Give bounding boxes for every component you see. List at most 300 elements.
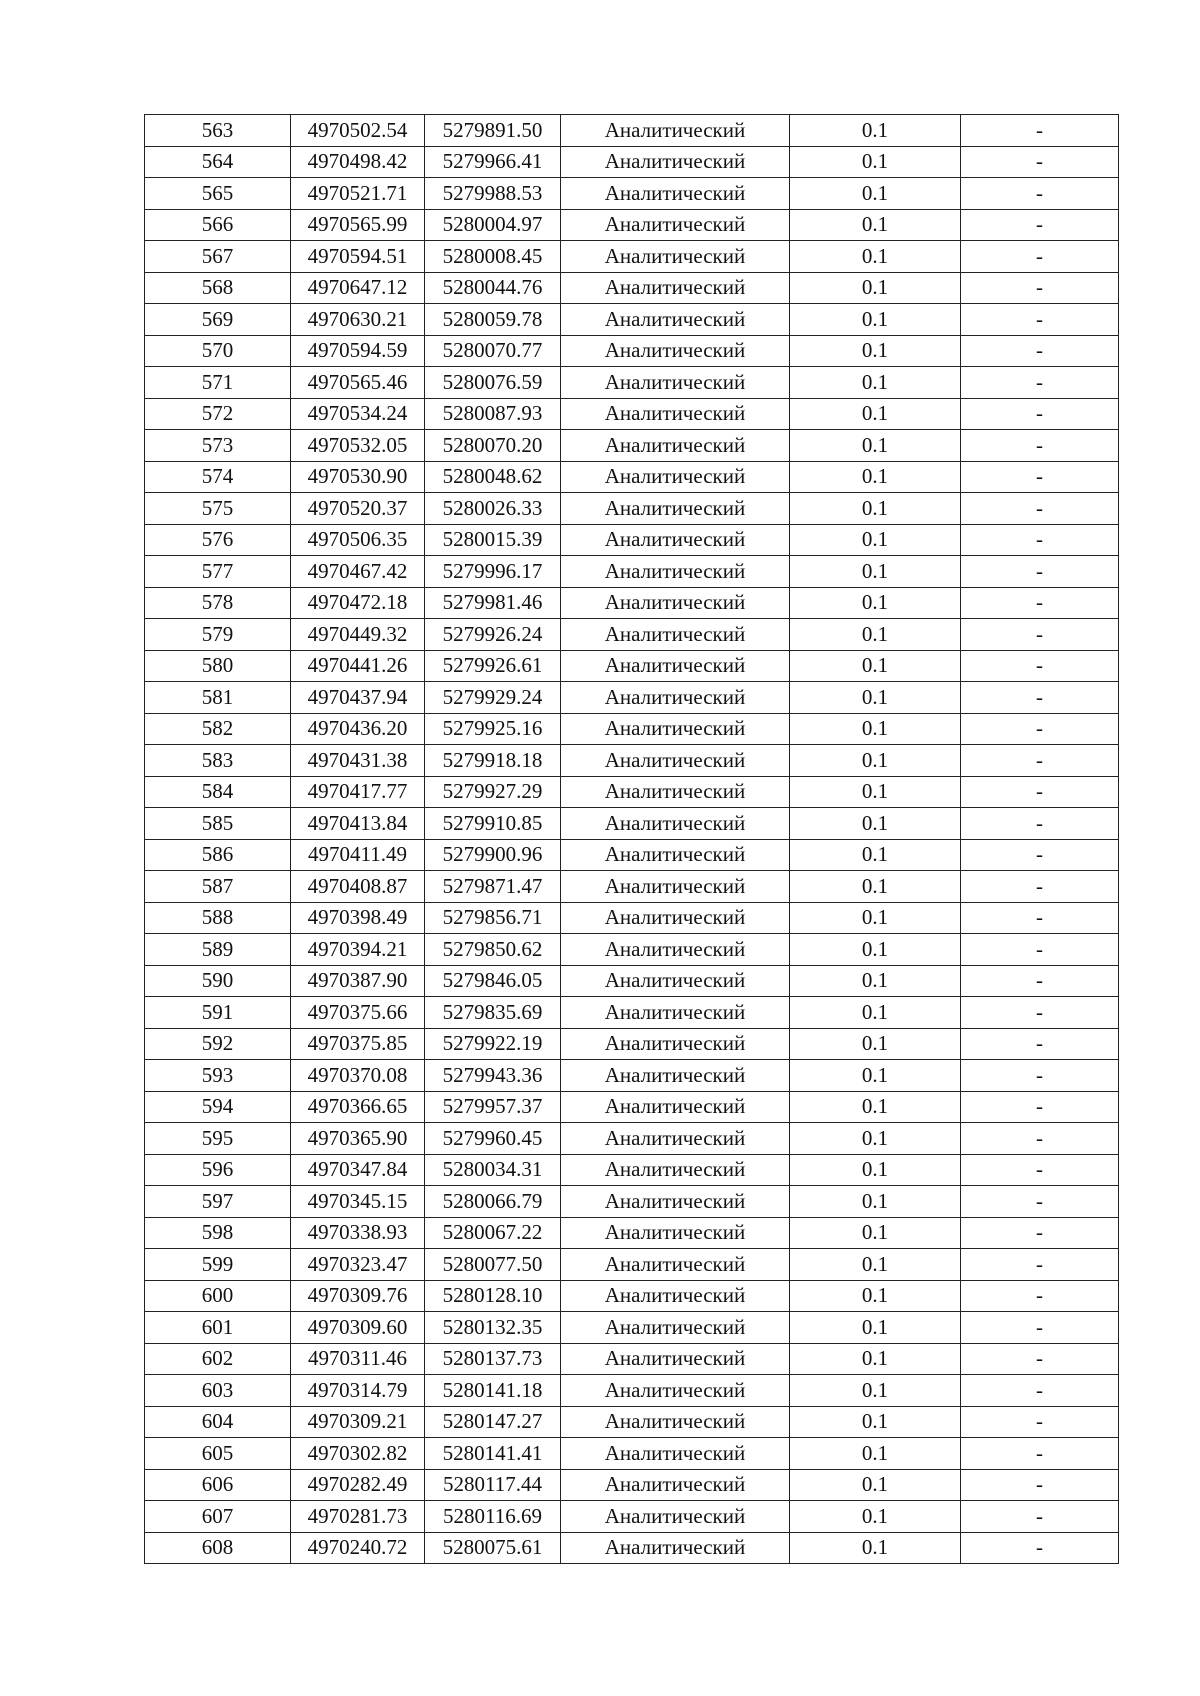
note-cell: -: [961, 1060, 1119, 1092]
accuracy-cell: 0.1: [790, 367, 961, 399]
y-coordinate-cell: 5279926.24: [425, 619, 561, 651]
point-number-cell: 603: [145, 1375, 291, 1407]
accuracy-cell: 0.1: [790, 430, 961, 462]
accuracy-cell: 0.1: [790, 493, 961, 525]
table-row: [145, 1438, 1119, 1470]
x-coordinate-cell: 4970370.08: [291, 1060, 425, 1092]
point-number-cell: 582: [145, 713, 291, 745]
x-coordinate-cell: 4970282.49: [291, 1469, 425, 1501]
accuracy-cell: 0.1: [790, 587, 961, 619]
table-row: [145, 1312, 1119, 1344]
point-number-cell: 584: [145, 776, 291, 808]
x-coordinate-cell: 4970365.90: [291, 1123, 425, 1155]
accuracy-cell: 0.1: [790, 713, 961, 745]
accuracy-cell: 0.1: [790, 997, 961, 1029]
y-coordinate-cell: 5280026.33: [425, 493, 561, 525]
table-row: [145, 524, 1119, 556]
x-coordinate-cell: 4970530.90: [291, 461, 425, 493]
document-page: [144, 114, 1118, 1564]
accuracy-cell: 0.1: [790, 1154, 961, 1186]
y-coordinate-cell: 5280116.69: [425, 1501, 561, 1533]
point-number-cell: 564: [145, 146, 291, 178]
method-cell: Аналитический: [561, 430, 790, 462]
method-cell: Аналитический: [561, 398, 790, 430]
point-number-cell: 565: [145, 178, 291, 210]
method-cell: Аналитический: [561, 1375, 790, 1407]
table-row: [145, 1091, 1119, 1123]
x-coordinate-cell: 4970411.49: [291, 839, 425, 871]
accuracy-cell: 0.1: [790, 304, 961, 336]
note-cell: -: [961, 902, 1119, 934]
y-coordinate-cell: 5279918.18: [425, 745, 561, 777]
accuracy-cell: 0.1: [790, 1217, 961, 1249]
accuracy-cell: 0.1: [790, 1501, 961, 1533]
point-number-cell: 579: [145, 619, 291, 651]
y-coordinate-cell: 5280059.78: [425, 304, 561, 336]
y-coordinate-cell: 5280077.50: [425, 1249, 561, 1281]
y-coordinate-cell: 5280137.73: [425, 1343, 561, 1375]
point-number-cell: 578: [145, 587, 291, 619]
x-coordinate-cell: 4970338.93: [291, 1217, 425, 1249]
y-coordinate-cell: 5279943.36: [425, 1060, 561, 1092]
y-coordinate-cell: 5279850.62: [425, 934, 561, 966]
note-cell: -: [961, 682, 1119, 714]
method-cell: Аналитический: [561, 776, 790, 808]
point-number-cell: 608: [145, 1532, 291, 1564]
accuracy-cell: 0.1: [790, 146, 961, 178]
coordinates-table: [144, 114, 1119, 1564]
x-coordinate-cell: 4970594.51: [291, 241, 425, 273]
table-row: [145, 115, 1119, 147]
method-cell: Аналитический: [561, 115, 790, 147]
method-cell: Аналитический: [561, 493, 790, 525]
x-coordinate-cell: 4970366.65: [291, 1091, 425, 1123]
y-coordinate-cell: 5280044.76: [425, 272, 561, 304]
note-cell: -: [961, 1501, 1119, 1533]
point-number-cell: 591: [145, 997, 291, 1029]
method-cell: Аналитический: [561, 1060, 790, 1092]
x-coordinate-cell: 4970436.20: [291, 713, 425, 745]
note-cell: -: [961, 1028, 1119, 1060]
method-cell: Аналитический: [561, 1438, 790, 1470]
method-cell: Аналитический: [561, 1217, 790, 1249]
y-coordinate-cell: 5280117.44: [425, 1469, 561, 1501]
note-cell: -: [961, 1123, 1119, 1155]
table-row: [145, 272, 1119, 304]
y-coordinate-cell: 5280004.97: [425, 209, 561, 241]
x-coordinate-cell: 4970532.05: [291, 430, 425, 462]
note-cell: -: [961, 1438, 1119, 1470]
y-coordinate-cell: 5280147.27: [425, 1406, 561, 1438]
x-coordinate-cell: 4970520.37: [291, 493, 425, 525]
method-cell: Аналитический: [561, 1123, 790, 1155]
accuracy-cell: 0.1: [790, 1060, 961, 1092]
table-row: [145, 587, 1119, 619]
method-cell: Аналитический: [561, 304, 790, 336]
table-row: [145, 934, 1119, 966]
note-cell: -: [961, 524, 1119, 556]
method-cell: Аналитический: [561, 146, 790, 178]
method-cell: Аналитический: [561, 619, 790, 651]
x-coordinate-cell: 4970311.46: [291, 1343, 425, 1375]
point-number-cell: 597: [145, 1186, 291, 1218]
table-row: [145, 556, 1119, 588]
method-cell: Аналитический: [561, 367, 790, 399]
method-cell: Аналитический: [561, 1280, 790, 1312]
point-number-cell: 583: [145, 745, 291, 777]
x-coordinate-cell: 4970413.84: [291, 808, 425, 840]
table-row: [145, 650, 1119, 682]
accuracy-cell: 0.1: [790, 871, 961, 903]
x-coordinate-cell: 4970565.46: [291, 367, 425, 399]
method-cell: Аналитический: [561, 871, 790, 903]
x-coordinate-cell: 4970375.66: [291, 997, 425, 1029]
table-row: [145, 1501, 1119, 1533]
accuracy-cell: 0.1: [790, 1406, 961, 1438]
point-number-cell: 577: [145, 556, 291, 588]
table-row: [145, 430, 1119, 462]
accuracy-cell: 0.1: [790, 1091, 961, 1123]
x-coordinate-cell: 4970387.90: [291, 965, 425, 997]
accuracy-cell: 0.1: [790, 934, 961, 966]
method-cell: Аналитический: [561, 1154, 790, 1186]
note-cell: -: [961, 209, 1119, 241]
point-number-cell: 601: [145, 1312, 291, 1344]
method-cell: Аналитический: [561, 965, 790, 997]
y-coordinate-cell: 5280070.77: [425, 335, 561, 367]
point-number-cell: 575: [145, 493, 291, 525]
y-coordinate-cell: 5279856.71: [425, 902, 561, 934]
x-coordinate-cell: 4970314.79: [291, 1375, 425, 1407]
y-coordinate-cell: 5280008.45: [425, 241, 561, 273]
x-coordinate-cell: 4970431.38: [291, 745, 425, 777]
x-coordinate-cell: 4970309.21: [291, 1406, 425, 1438]
method-cell: Аналитический: [561, 272, 790, 304]
point-number-cell: 571: [145, 367, 291, 399]
note-cell: -: [961, 1217, 1119, 1249]
accuracy-cell: 0.1: [790, 178, 961, 210]
accuracy-cell: 0.1: [790, 1312, 961, 1344]
table-row: [145, 1249, 1119, 1281]
table-row: [145, 1406, 1119, 1438]
x-coordinate-cell: 4970281.73: [291, 1501, 425, 1533]
point-number-cell: 585: [145, 808, 291, 840]
note-cell: -: [961, 713, 1119, 745]
point-number-cell: 604: [145, 1406, 291, 1438]
accuracy-cell: 0.1: [790, 902, 961, 934]
accuracy-cell: 0.1: [790, 524, 961, 556]
method-cell: Аналитический: [561, 902, 790, 934]
y-coordinate-cell: 5280067.22: [425, 1217, 561, 1249]
method-cell: Аналитический: [561, 1028, 790, 1060]
x-coordinate-cell: 4970467.42: [291, 556, 425, 588]
x-coordinate-cell: 4970323.47: [291, 1249, 425, 1281]
method-cell: Аналитический: [561, 1249, 790, 1281]
note-cell: -: [961, 619, 1119, 651]
x-coordinate-cell: 4970502.54: [291, 115, 425, 147]
y-coordinate-cell: 5279929.24: [425, 682, 561, 714]
note-cell: -: [961, 493, 1119, 525]
table-row: [145, 493, 1119, 525]
method-cell: Аналитический: [561, 1501, 790, 1533]
table-row: [145, 367, 1119, 399]
method-cell: Аналитический: [561, 1343, 790, 1375]
y-coordinate-cell: 5280141.18: [425, 1375, 561, 1407]
method-cell: Аналитический: [561, 1406, 790, 1438]
accuracy-cell: 0.1: [790, 398, 961, 430]
point-number-cell: 607: [145, 1501, 291, 1533]
table-row: [145, 461, 1119, 493]
point-number-cell: 572: [145, 398, 291, 430]
y-coordinate-cell: 5279835.69: [425, 997, 561, 1029]
method-cell: Аналитический: [561, 524, 790, 556]
method-cell: Аналитический: [561, 997, 790, 1029]
y-coordinate-cell: 5280076.59: [425, 367, 561, 399]
table-row: [145, 178, 1119, 210]
table-row: [145, 682, 1119, 714]
point-number-cell: 595: [145, 1123, 291, 1155]
table-row: [145, 1154, 1119, 1186]
note-cell: -: [961, 587, 1119, 619]
table-row: [145, 713, 1119, 745]
point-number-cell: 567: [145, 241, 291, 273]
y-coordinate-cell: 5279957.37: [425, 1091, 561, 1123]
table-row: [145, 902, 1119, 934]
point-number-cell: 600: [145, 1280, 291, 1312]
y-coordinate-cell: 5280015.39: [425, 524, 561, 556]
point-number-cell: 588: [145, 902, 291, 934]
note-cell: -: [961, 272, 1119, 304]
table-row: [145, 146, 1119, 178]
accuracy-cell: 0.1: [790, 272, 961, 304]
note-cell: -: [961, 808, 1119, 840]
point-number-cell: 574: [145, 461, 291, 493]
note-cell: -: [961, 871, 1119, 903]
accuracy-cell: 0.1: [790, 1343, 961, 1375]
point-number-cell: 563: [145, 115, 291, 147]
table-row: [145, 839, 1119, 871]
accuracy-cell: 0.1: [790, 1438, 961, 1470]
point-number-cell: 598: [145, 1217, 291, 1249]
method-cell: Аналитический: [561, 209, 790, 241]
method-cell: Аналитический: [561, 713, 790, 745]
point-number-cell: 592: [145, 1028, 291, 1060]
x-coordinate-cell: 4970441.26: [291, 650, 425, 682]
point-number-cell: 602: [145, 1343, 291, 1375]
y-coordinate-cell: 5279891.50: [425, 115, 561, 147]
y-coordinate-cell: 5279846.05: [425, 965, 561, 997]
table-row: [145, 335, 1119, 367]
point-number-cell: 594: [145, 1091, 291, 1123]
note-cell: -: [961, 1469, 1119, 1501]
y-coordinate-cell: 5279996.17: [425, 556, 561, 588]
table-row: [145, 776, 1119, 808]
x-coordinate-cell: 4970630.21: [291, 304, 425, 336]
point-number-cell: 590: [145, 965, 291, 997]
table-row: [145, 808, 1119, 840]
note-cell: -: [961, 241, 1119, 273]
note-cell: -: [961, 1375, 1119, 1407]
point-number-cell: 596: [145, 1154, 291, 1186]
point-number-cell: 566: [145, 209, 291, 241]
x-coordinate-cell: 4970309.60: [291, 1312, 425, 1344]
note-cell: -: [961, 115, 1119, 147]
note-cell: -: [961, 304, 1119, 336]
note-cell: -: [961, 430, 1119, 462]
table-row: [145, 965, 1119, 997]
y-coordinate-cell: 5279910.85: [425, 808, 561, 840]
table-row: [145, 1343, 1119, 1375]
x-coordinate-cell: 4970309.76: [291, 1280, 425, 1312]
table-row: [145, 745, 1119, 777]
method-cell: Аналитический: [561, 808, 790, 840]
x-coordinate-cell: 4970594.59: [291, 335, 425, 367]
point-number-cell: 580: [145, 650, 291, 682]
point-number-cell: 593: [145, 1060, 291, 1092]
x-coordinate-cell: 4970375.85: [291, 1028, 425, 1060]
table-row: [145, 1217, 1119, 1249]
point-number-cell: 589: [145, 934, 291, 966]
method-cell: Аналитический: [561, 1186, 790, 1218]
accuracy-cell: 0.1: [790, 209, 961, 241]
accuracy-cell: 0.1: [790, 965, 961, 997]
y-coordinate-cell: 5279981.46: [425, 587, 561, 619]
note-cell: -: [961, 1154, 1119, 1186]
x-coordinate-cell: 4970498.42: [291, 146, 425, 178]
point-number-cell: 569: [145, 304, 291, 336]
method-cell: Аналитический: [561, 1469, 790, 1501]
note-cell: -: [961, 367, 1119, 399]
note-cell: -: [961, 398, 1119, 430]
accuracy-cell: 0.1: [790, 1469, 961, 1501]
x-coordinate-cell: 4970534.24: [291, 398, 425, 430]
point-number-cell: 570: [145, 335, 291, 367]
x-coordinate-cell: 4970345.15: [291, 1186, 425, 1218]
accuracy-cell: 0.1: [790, 335, 961, 367]
x-coordinate-cell: 4970506.35: [291, 524, 425, 556]
note-cell: -: [961, 965, 1119, 997]
table-row: [145, 398, 1119, 430]
y-coordinate-cell: 5279925.16: [425, 713, 561, 745]
method-cell: Аналитический: [561, 839, 790, 871]
y-coordinate-cell: 5280087.93: [425, 398, 561, 430]
note-cell: -: [961, 1280, 1119, 1312]
x-coordinate-cell: 4970647.12: [291, 272, 425, 304]
accuracy-cell: 0.1: [790, 556, 961, 588]
accuracy-cell: 0.1: [790, 745, 961, 777]
method-cell: Аналитический: [561, 745, 790, 777]
method-cell: Аналитический: [561, 241, 790, 273]
note-cell: -: [961, 997, 1119, 1029]
method-cell: Аналитический: [561, 178, 790, 210]
table-row: [145, 1375, 1119, 1407]
x-coordinate-cell: 4970565.99: [291, 209, 425, 241]
note-cell: -: [961, 146, 1119, 178]
accuracy-cell: 0.1: [790, 1028, 961, 1060]
accuracy-cell: 0.1: [790, 241, 961, 273]
note-cell: -: [961, 556, 1119, 588]
note-cell: -: [961, 1406, 1119, 1438]
point-number-cell: 576: [145, 524, 291, 556]
note-cell: -: [961, 1249, 1119, 1281]
note-cell: -: [961, 745, 1119, 777]
y-coordinate-cell: 5280070.20: [425, 430, 561, 462]
accuracy-cell: 0.1: [790, 115, 961, 147]
y-coordinate-cell: 5280128.10: [425, 1280, 561, 1312]
method-cell: Аналитический: [561, 461, 790, 493]
table-row: [145, 1186, 1119, 1218]
note-cell: -: [961, 1091, 1119, 1123]
accuracy-cell: 0.1: [790, 1280, 961, 1312]
y-coordinate-cell: 5279988.53: [425, 178, 561, 210]
y-coordinate-cell: 5279922.19: [425, 1028, 561, 1060]
y-coordinate-cell: 5280034.31: [425, 1154, 561, 1186]
table-row: [145, 871, 1119, 903]
x-coordinate-cell: 4970449.32: [291, 619, 425, 651]
x-coordinate-cell: 4970472.18: [291, 587, 425, 619]
accuracy-cell: 0.1: [790, 1249, 961, 1281]
note-cell: -: [961, 335, 1119, 367]
note-cell: -: [961, 776, 1119, 808]
note-cell: -: [961, 1312, 1119, 1344]
method-cell: Аналитический: [561, 934, 790, 966]
accuracy-cell: 0.1: [790, 1375, 961, 1407]
accuracy-cell: 0.1: [790, 461, 961, 493]
y-coordinate-cell: 5280066.79: [425, 1186, 561, 1218]
accuracy-cell: 0.1: [790, 776, 961, 808]
table-row: [145, 1469, 1119, 1501]
y-coordinate-cell: 5279926.61: [425, 650, 561, 682]
point-number-cell: 573: [145, 430, 291, 462]
x-coordinate-cell: 4970417.77: [291, 776, 425, 808]
y-coordinate-cell: 5279900.96: [425, 839, 561, 871]
y-coordinate-cell: 5280132.35: [425, 1312, 561, 1344]
y-coordinate-cell: 5279960.45: [425, 1123, 561, 1155]
method-cell: Аналитический: [561, 682, 790, 714]
method-cell: Аналитический: [561, 650, 790, 682]
note-cell: -: [961, 650, 1119, 682]
method-cell: Аналитический: [561, 587, 790, 619]
x-coordinate-cell: 4970521.71: [291, 178, 425, 210]
y-coordinate-cell: 5279966.41: [425, 146, 561, 178]
accuracy-cell: 0.1: [790, 650, 961, 682]
table-row: [145, 1123, 1119, 1155]
point-number-cell: 599: [145, 1249, 291, 1281]
table-row: [145, 1280, 1119, 1312]
y-coordinate-cell: 5280048.62: [425, 461, 561, 493]
accuracy-cell: 0.1: [790, 808, 961, 840]
x-coordinate-cell: 4970347.84: [291, 1154, 425, 1186]
note-cell: -: [961, 461, 1119, 493]
y-coordinate-cell: 5280141.41: [425, 1438, 561, 1470]
note-cell: -: [961, 934, 1119, 966]
accuracy-cell: 0.1: [790, 619, 961, 651]
coordinates-table-body: [145, 115, 1119, 1564]
table-row: [145, 1060, 1119, 1092]
note-cell: -: [961, 1186, 1119, 1218]
x-coordinate-cell: 4970398.49: [291, 902, 425, 934]
point-number-cell: 606: [145, 1469, 291, 1501]
x-coordinate-cell: 4970437.94: [291, 682, 425, 714]
point-number-cell: 605: [145, 1438, 291, 1470]
x-coordinate-cell: 4970408.87: [291, 871, 425, 903]
note-cell: -: [961, 178, 1119, 210]
x-coordinate-cell: 4970394.21: [291, 934, 425, 966]
accuracy-cell: 0.1: [790, 1186, 961, 1218]
note-cell: -: [961, 1343, 1119, 1375]
x-coordinate-cell: 4970302.82: [291, 1438, 425, 1470]
point-number-cell: 581: [145, 682, 291, 714]
